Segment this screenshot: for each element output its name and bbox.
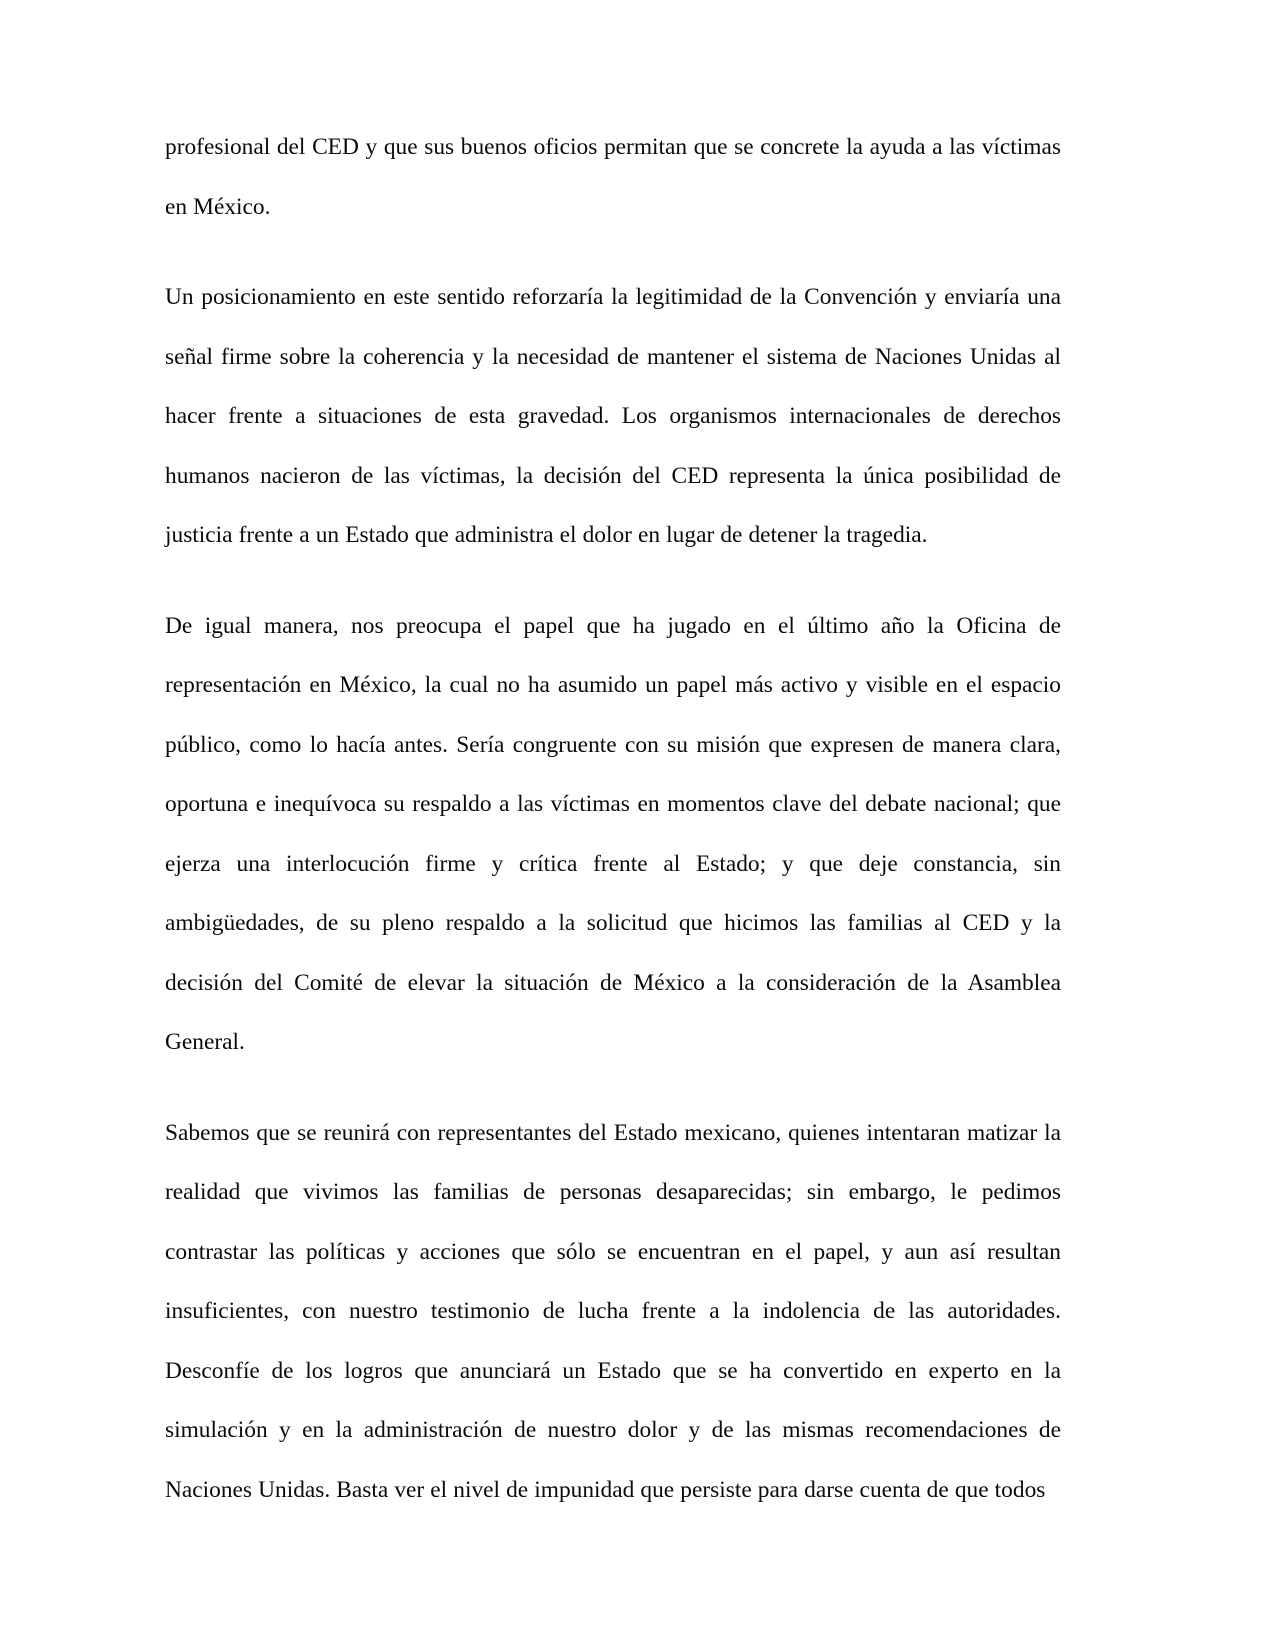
- paragraph-4: Sabemos que se reunirá con representantes del Estado mexicano, quienes intentaran matizar la realidad que vivimos las familias de personas desaparecidas; sin embargo, le pedimos contrastar las políticas y acciones que sólo se encuentran en el papel, y aun así resultan insuficientes, con nuestro testimonio de lucha frente a la indolencia de las autoridades. Desconfíe de los logros que anunciará un Estado que se ha convertido en experto en la simulación y en la administración de nuestro dolor y de las mismas recomendaciones de Naciones Unidas. Basta ver el nivel de impunidad que persiste para darse cuenta de que todos: [165, 1119, 1061, 1503]
- paragraph-1: profesional del CED y que sus buenos oficios permitan que se concrete la ayuda a las víctimas en México.: [165, 134, 1061, 220]
- paragraph-2: Un posicionamiento en este sentido reforzaría la legitimidad de la Convención y enviaría una señal firme sobre la coherencia y la necesidad de mantener el sistema de Naciones Unidas al hacer frente a situaciones de esta gravedad. Los organismos internacionales de derechos humanos nacieron de las víctimas, la decisión del CED representa la única posibilidad de justicia frente a un Estado que administra el dolor en lugar de detener la tragedia.: [165, 284, 1061, 548]
- paragraph-3: De igual manera, nos preocupa el papel que ha jugado en el último año la Oficina de representación en México, la cual no ha asumido un papel más activo y visible en el espacio público, como lo hacía antes. Sería congruente con su misión que expresen de manera clara, oportuna e inequívoca su respaldo a las víctimas en momentos clave del debate nacional; que ejerza una interlocución firme y crítica frente al Estado; y que deje constancia, sin ambigüedades, de su pleno respaldo a la solicitud que hicimos las familias al CED y la decisión del Comité de elevar la situación de México a la consideración de la Asamblea General.: [165, 612, 1061, 1055]
- document-body: [165, 118, 1061, 1520]
